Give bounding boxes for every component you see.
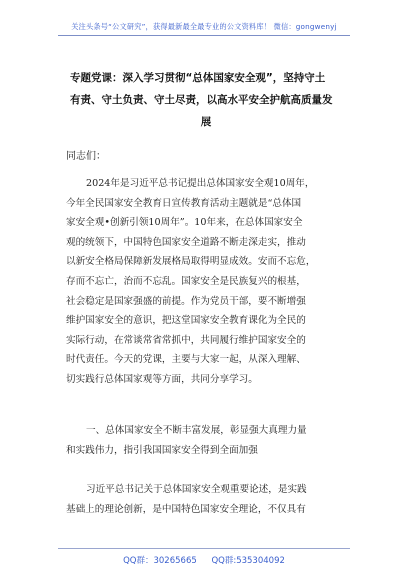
header-banner: 关注头条号“公文研究”，获得最新最全最专业的公文资料库！ 微信：gongwenyj: [71, 22, 337, 31]
paragraph-intro: [66, 174, 346, 390]
title-line: 有责、守土负责、守土尽责，以高水平安全护航高质量发: [70, 94, 333, 106]
paragraph-line: 2024年是习近平总书记提出总体国家安全观10周年，: [86, 178, 315, 189]
header-divider: [58, 35, 350, 36]
heading-line: 和实践伟力，指引我国国家安全得到全面加强: [66, 444, 258, 456]
paragraph-line: 切实践行总体国家观等方面，共同分享学习。: [66, 373, 258, 385]
paragraph-line: 存而不忘亡，治而不忘乱。国家安全是民族复兴的根基，: [66, 275, 306, 287]
paragraph-line: 观的统领下，中国特色国家安全道路不断走深走实，推动: [66, 236, 306, 248]
paragraph-line: 基础上的理论创新，是中国特色国家安全理论，不仅具有: [66, 503, 306, 515]
paragraph-line: 今年全民国家安全教育日宣传教育活动主题就是“总体国: [66, 197, 302, 209]
paragraph-line: 时代责任。今天的党课，主要与大家一起，从深入理解、: [66, 354, 306, 366]
paragraph-line: 维护国家安全的意识，把这堂国家安全教育课化为全民的: [66, 315, 306, 327]
document-title: [70, 67, 342, 133]
footer-qq-group-2: QQ群:535304092: [211, 556, 285, 566]
salutation: 同志们：: [66, 151, 106, 162]
title-line: 专题党课：深入学习贯彻“总体国家安全观”，坚持守土: [70, 72, 326, 84]
paragraph-line: 社会稳定是国家强盛的前提。作为党员干部，要不断增强: [66, 295, 306, 307]
section-heading-1: [66, 421, 346, 460]
paragraph-line: 习近平总书记关于总体国家安全观重要论述，是实践: [86, 484, 307, 495]
paragraph-line: 家安全观•创新引领10周年”。10年来，在总体国家安全: [66, 217, 303, 229]
paragraph-line: 实际行动，在常谈常省常抓中，共同履行维护国家安全的: [66, 334, 306, 346]
footer: [0, 554, 408, 566]
heading-line: 一、总体国家安全不断丰富发展，彰显强大真理力量: [86, 425, 307, 436]
paragraph-line: 以新安全格局保障新发展格局取得明显成效。安而不忘危，: [66, 256, 316, 268]
footer-qq-group-1: QQ群：30265665: [123, 556, 197, 566]
title-line: 展: [200, 116, 212, 128]
paragraph-section-1: [66, 480, 346, 519]
footer-divider: [58, 548, 350, 549]
